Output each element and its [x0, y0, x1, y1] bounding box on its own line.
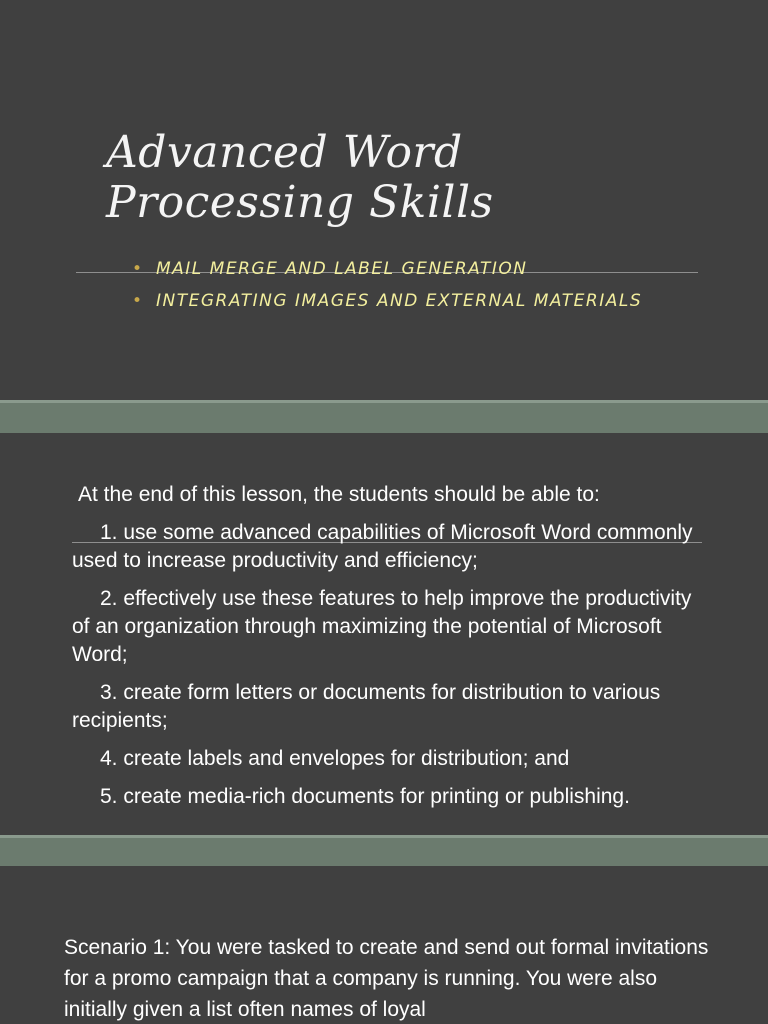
objective-item — [72, 519, 712, 575]
objective-text: 2. effectively use these features to help improve the productivity of an organization through maximizing the potential of Microsoft Word; — [72, 587, 692, 666]
scenario-text: Scenario 1: You were tasked to create and send out formal invitations for a promo campaign that a company is running. You were also initially given a list often names of loyal — [64, 936, 709, 1021]
objectives-slide — [0, 433, 768, 835]
objective-text: 5. create media-rich documents for printing or publishing. — [100, 785, 630, 808]
objectives-intro: At the end of this lesson, the students should be able to: — [78, 483, 600, 506]
scenario-slide — [0, 866, 768, 1024]
title-line-2: Processing Skills — [106, 177, 494, 228]
slide-divider — [0, 400, 768, 433]
subtitle-item — [132, 258, 652, 280]
subtitle-text: MAIL MERGE AND LABEL GENERATION — [156, 259, 528, 279]
slide-divider — [0, 835, 768, 866]
bullet-icon: • — [132, 259, 144, 279]
objective-text: 3. create form letters or documents for distribution to various recipients; — [72, 681, 661, 732]
subtitle-item — [132, 290, 652, 312]
objective-item — [72, 783, 712, 811]
objective-item — [72, 679, 712, 735]
subtitle-list — [132, 258, 652, 322]
objective-text: 4. create labels and envelopes for distribution; and — [100, 747, 570, 770]
objectives-text — [72, 481, 712, 821]
objective-item — [72, 585, 712, 669]
bullet-icon: • — [132, 291, 144, 311]
objective-text: 1. use some advanced capabilities of Microsoft Word commonly used to increase productivity and efficiency; — [72, 521, 693, 572]
slide-title — [106, 128, 666, 228]
title-line-1: Advanced Word — [106, 127, 463, 178]
objective-item — [72, 745, 712, 773]
title-slide — [0, 0, 768, 400]
subtitle-text: INTEGRATING IMAGES AND EXTERNAL MATERIALS — [156, 291, 643, 311]
